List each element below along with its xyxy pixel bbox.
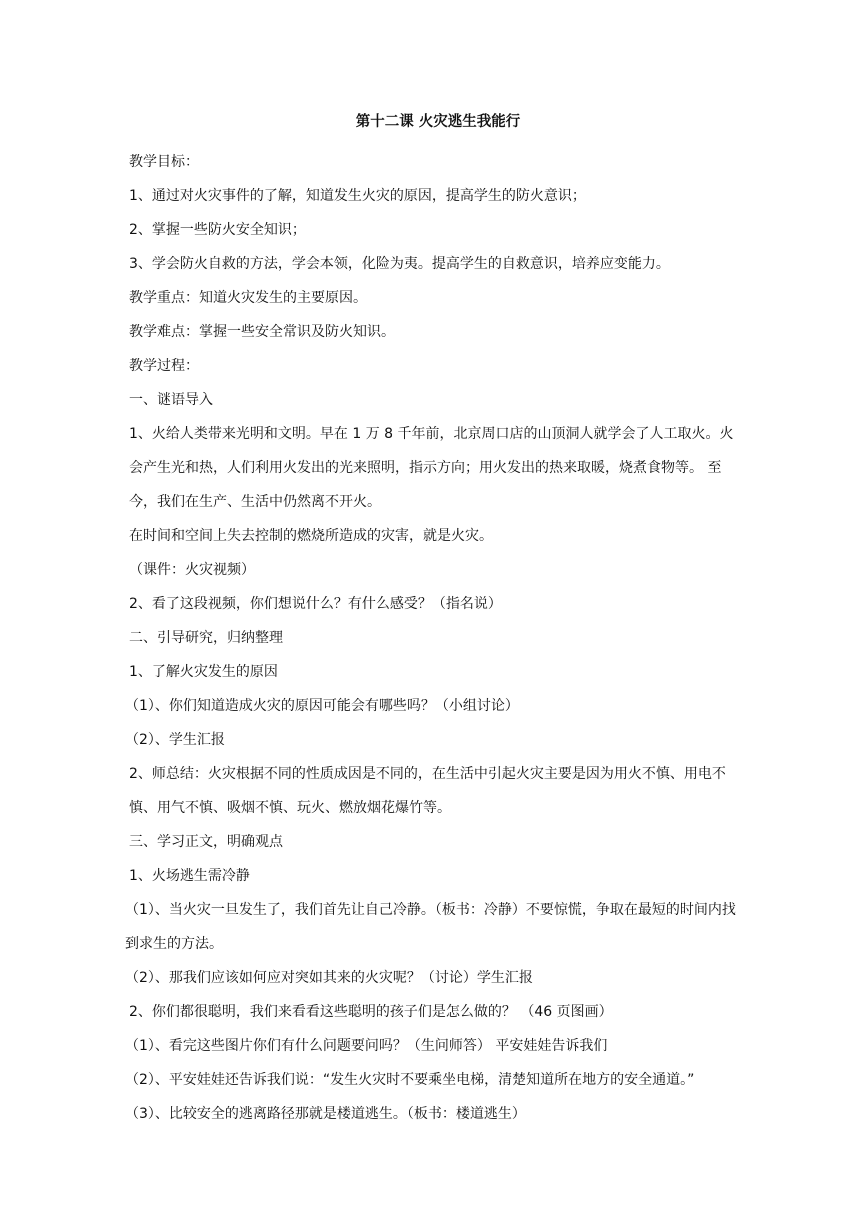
paragraph-goal-1: 1、通过对火灾事件的了解，知道发生火灾的原因，提高学生的防火意识； (129, 188, 586, 204)
document-body (125, 111, 739, 1131)
paragraph-picture-questions: （1）、看完这些图片你们有什么问题要问吗？（生问师答） 平安娃娃告诉我们 (125, 1038, 608, 1054)
page-title: 第十二课 火灾逃生我能行 (355, 114, 521, 130)
paragraph-goal-2: 2、掌握一些防火安全知识； (129, 222, 306, 238)
paragraph-calm-first: （1）、当火灾一旦发生了，我们首先让自己冷静。（板书：冷静）不要惊慌，争取在最短的时间内找到求生的方法。 (125, 902, 736, 952)
paragraph-courseware-note: （课件：火灾视频） (129, 562, 255, 578)
paragraph-goal-3: 3、学会防火自救的方法，学会本领，化险为夷。提高学生的自救意识，培养应变能力。 (129, 256, 670, 272)
section-heading-1: 一、谜语导入 (129, 392, 213, 408)
paragraph-teaching-process: 教学过程： (129, 358, 199, 374)
section-heading-3: 三、学习正文，明确观点 (129, 834, 283, 850)
paragraph-no-elevator: （2）、平安娃娃还告诉我们说：“发生火灾时不要乘坐电梯，清楚知道所在地方的安全通道。” (125, 1072, 695, 1088)
paragraph-video-question: 2、看了这段视频，你们想说什么？有什么感受？（指名说） (129, 596, 502, 612)
paragraph-fire-causes: 1、了解火灾发生的原因 (129, 664, 278, 680)
paragraph-how-to-respond: （2）、那我们应该如何应对突如其来的火灾呢？（讨论）学生汇报 (125, 970, 533, 986)
paragraph-difficult-point: 教学难点：掌握一些安全常识及防火知识。 (129, 324, 395, 340)
paragraph-group-discussion: （1）、你们知道造成火灾的原因可能会有哪些吗？（小组讨论） (125, 698, 519, 714)
paragraph-fire-definition: 在时间和空间上失去控制的燃烧所造成的灾害，就是火灾。 (129, 528, 493, 544)
paragraph-smart-children: 2、你们都很聪明，我们来看看这些聪明的孩子们是怎么做的？ （46 页图画） (129, 1004, 613, 1020)
paragraph-stairway-escape: （3）、比较安全的逃离路径那就是楼道逃生。（板书：楼道逃生） (125, 1106, 526, 1122)
paragraph-teaching-goals: 教学目标： (129, 154, 199, 170)
paragraph-fire-history: 1、火给人类带来光明和文明。早在 1 万 8 千年前，北京周口店的山顶洞人就学会了人工取火。火会产生光和热，人们利用火发出的光来照明，指示方向；用火发出的热来取暖，烧煮食物等。 至今，我们在生产、生活中仍然离不开火。 (129, 426, 734, 510)
section-heading-2: 二、引导研究，归纳整理 (129, 630, 283, 646)
paragraph-key-point: 教学重点：知道火灾发生的主要原因。 (129, 290, 367, 306)
paragraph-student-report: （2）、学生汇报 (125, 732, 225, 748)
paragraph-teacher-summary: 2、师总结：火灾根据不同的性质成因是不同的，在生活中引起火灾主要是因为用火不慎、用电不慎、用气不慎、吸烟不慎、玩火、燃放烟花爆竹等。 (129, 766, 726, 816)
paragraph-stay-calm: 1、火场逃生需冷静 (129, 868, 250, 884)
